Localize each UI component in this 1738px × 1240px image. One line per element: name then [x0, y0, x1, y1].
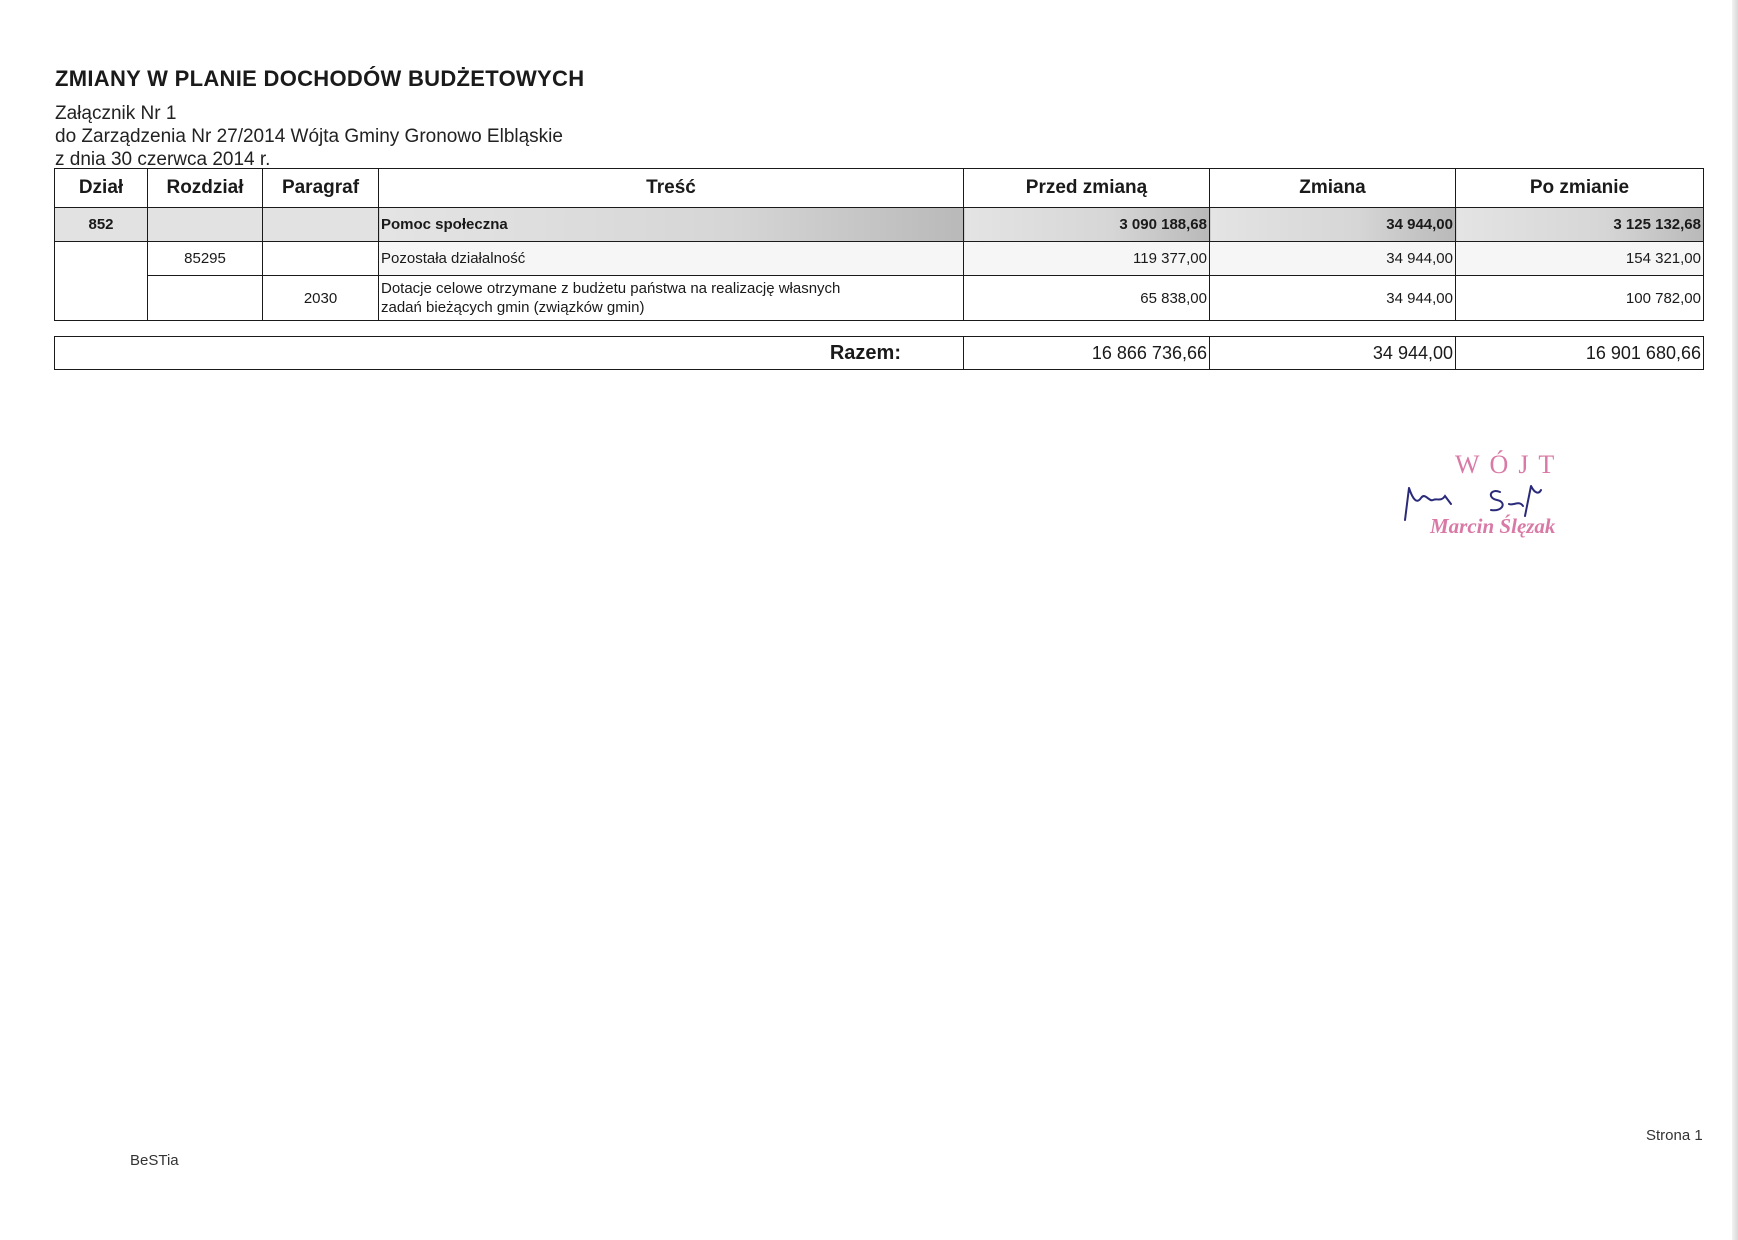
col-header-zmiana: Zmiana — [1210, 169, 1456, 208]
cell-przed-zmiana: 119 377,00 — [964, 242, 1210, 276]
table-row-dzial — [55, 208, 1704, 242]
cell-po-zmianie: 154 321,00 — [1456, 242, 1704, 276]
page-number: Strona 1 — [1646, 1127, 1703, 1144]
cell-paragraf: 2030 — [263, 276, 379, 321]
col-header-przed-zmiana: Przed zmianą — [964, 169, 1210, 208]
document-title: ZMIANY W PLANIE DOCHODÓW BUDŻETOWYCH — [55, 66, 585, 91]
tresc-line-1: Dotacje celowe otrzymane z budżetu państwa na realizację własnych — [381, 280, 841, 297]
cell-po-zmianie: 3 125 132,68 — [1456, 208, 1704, 242]
total-zmiana: 34 944,00 — [1210, 337, 1456, 370]
table-row-rozdzial — [55, 242, 1704, 276]
page-edge-shadow — [1732, 0, 1738, 1240]
stamp-title: WÓJT — [1455, 450, 1565, 479]
col-header-tresc: Treść — [379, 169, 964, 208]
cell-rozdzial — [148, 276, 263, 321]
table-row-paragraf — [55, 276, 1704, 321]
cell-rozdzial: 85295 — [148, 242, 263, 276]
total-przed-zmiana: 16 866 736,66 — [964, 337, 1210, 370]
col-header-po-zmianie: Po zmianie — [1456, 169, 1704, 208]
stamp-name: Marcin Ślęzak — [1430, 514, 1556, 538]
table-header-row — [55, 169, 1704, 208]
cell-po-zmianie: 100 782,00 — [1456, 276, 1704, 321]
cell-dzial: 852 — [55, 208, 148, 242]
col-header-paragraf: Paragraf — [263, 169, 379, 208]
cell-tresc: Pozostała działalność — [379, 242, 964, 276]
total-label: Razem: — [55, 337, 964, 370]
ordinance-date: z dnia 30 czerwca 2014 r. — [55, 149, 271, 170]
software-name: BeSTia — [130, 1152, 179, 1169]
total-table — [54, 336, 1704, 370]
cell-zmiana: 34 944,00 — [1210, 208, 1456, 242]
col-header-rozdzial: Rozdział — [148, 169, 263, 208]
tresc-line-2: zadań bieżących gmin (związków gmin) — [381, 299, 645, 316]
ordinance-reference: do Zarządzenia Nr 27/2014 Wójta Gminy Gronowo Elbląskie — [55, 126, 563, 147]
cell-paragraf — [263, 242, 379, 276]
cell-zmiana: 34 944,00 — [1210, 276, 1456, 321]
cell-paragraf — [263, 208, 379, 242]
cell-przed-zmiana: 65 838,00 — [964, 276, 1210, 321]
total-row — [55, 337, 1704, 370]
cell-rozdzial — [148, 208, 263, 242]
cell-tresc — [379, 276, 964, 321]
cell-tresc: Pomoc społeczna — [379, 208, 964, 242]
cell-przed-zmiana: 3 090 188,68 — [964, 208, 1210, 242]
attachment-number: Załącznik Nr 1 — [55, 103, 177, 124]
official-stamp — [1395, 450, 1625, 560]
cell-dzial-empty — [55, 242, 148, 321]
col-header-dzial: Dział — [55, 169, 148, 208]
total-po-zmianie: 16 901 680,66 — [1456, 337, 1704, 370]
cell-zmiana: 34 944,00 — [1210, 242, 1456, 276]
budget-changes-table — [54, 168, 1704, 321]
